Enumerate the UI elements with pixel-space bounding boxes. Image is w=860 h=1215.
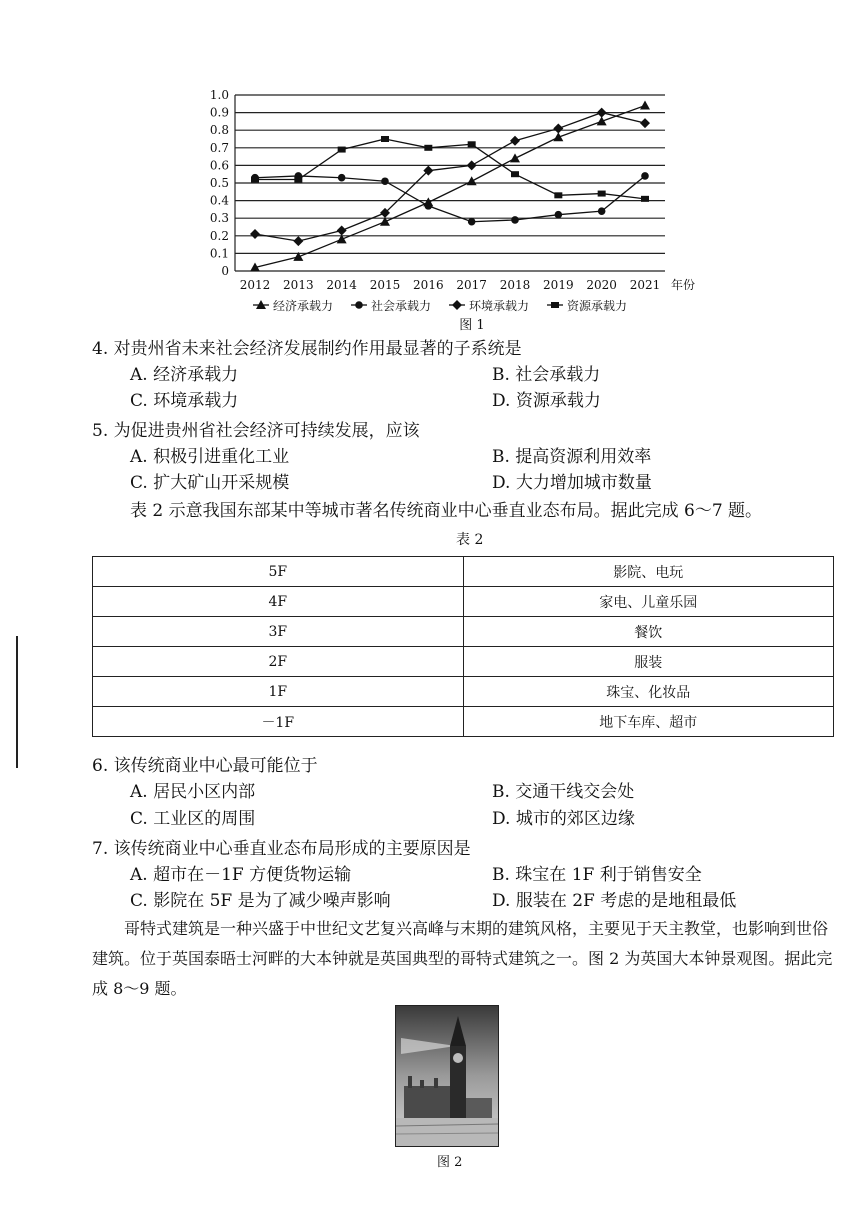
floor-cell: 4F [93, 587, 464, 617]
question-7-stem: 7. 该传统商业中心垂直业态布局形成的主要原因是 [92, 839, 471, 859]
question-5-option-c: C. 扩大矿山开采规模 [130, 473, 290, 493]
data-point-square [338, 147, 346, 153]
legend-label: 社会承载力 [371, 299, 432, 313]
data-point-circle [355, 301, 363, 309]
question-5-option-a: A. 积极引进重化工业 [130, 447, 290, 467]
intro-questions-6-7: 表 2 示意我国东部某中等城市著名传统商业中心垂直业态布局。据此完成 6～7 题。 [130, 501, 763, 521]
question-4-option-b: B. 社会承载力 [492, 365, 601, 385]
business-type-cell: 地下车库、超市 [463, 707, 834, 737]
data-point-square [554, 192, 562, 198]
data-point-square [424, 145, 432, 151]
data-point-diamond [250, 229, 260, 239]
table-row [93, 617, 834, 647]
table-row [93, 707, 834, 737]
table-2-title: 表 2 [456, 532, 484, 548]
legend-label: 经济承载力 [273, 299, 334, 313]
question-4-option-d: D. 资源承载力 [492, 391, 601, 411]
y-tick-label: 0.2 [209, 228, 229, 243]
data-point-square [251, 176, 259, 182]
question-5-stem: 5. 为促进贵州省社会经济可持续发展，应该 [92, 421, 420, 441]
y-tick-label: 0.7 [209, 140, 229, 155]
y-tick-label: 0.4 [209, 193, 229, 208]
data-point-triangle [510, 153, 520, 162]
data-point-circle [511, 216, 519, 224]
y-tick-label: 1.0 [209, 88, 229, 102]
floor-cell: 3F [93, 617, 464, 647]
business-type-cell: 服装 [463, 647, 834, 677]
data-point-diamond [553, 123, 563, 133]
business-type-cell: 家电、儿童乐园 [463, 587, 834, 617]
data-point-square [468, 141, 476, 147]
data-point-square [641, 196, 649, 202]
legend-label: 资源承载力 [567, 299, 628, 313]
data-point-square [381, 136, 389, 142]
question-6-option-b: B. 交通干线交会处 [492, 782, 635, 802]
x-tick-label: 2015 [369, 278, 401, 292]
data-point-square [511, 171, 519, 177]
data-point-circle [381, 177, 389, 185]
data-point-diamond [467, 160, 477, 170]
margin-binding-line [16, 636, 18, 768]
x-tick-label: 2020 [586, 278, 617, 292]
x-axis-suffix: 年份 [671, 278, 696, 292]
data-point-circle [598, 207, 606, 215]
question-6-option-d: D. 城市的郊区边缘 [492, 809, 635, 829]
table-row [93, 587, 834, 617]
x-tick-label: 2018 [499, 278, 531, 292]
x-tick-label: 2017 [456, 278, 487, 292]
data-point-triangle [553, 132, 563, 141]
question-6-option-c: C. 工业区的周围 [130, 809, 256, 829]
x-tick-label: 2019 [543, 278, 574, 292]
business-type-cell: 餐饮 [463, 617, 834, 647]
data-point-diamond [337, 226, 347, 236]
question-5-option-d: D. 大力增加城市数量 [492, 473, 652, 493]
table-row [93, 557, 834, 587]
y-tick-label: 0 [221, 264, 229, 278]
legend-label: 环境承载力 [469, 299, 530, 313]
intro-questions-8-9: 哥特式建筑是一种兴盛于中世纪文艺复兴高峰与末期的建筑风格，主要见于天主教堂，也影响到世俗建筑。位于英国泰晤士河畔的大本钟就是英国典型的哥特式建筑之一。图 2 为英国大本钟景观图。据此完成 8～9 题。 [92, 919, 833, 998]
question-7-option-a: A. 超市在－1F 方便货物运输 [130, 865, 352, 885]
question-6-stem: 6. 该传统商业中心最可能位于 [92, 756, 318, 776]
table-2 [92, 556, 834, 737]
x-tick-label: 2016 [413, 278, 444, 292]
data-point-circle [555, 211, 563, 219]
data-point-triangle [467, 176, 477, 185]
data-point-diamond [293, 236, 303, 246]
y-tick-label: 0.6 [209, 158, 229, 173]
question-7-option-c: C. 影院在 5F 是为了减少噪声影响 [130, 891, 391, 911]
table-row [93, 677, 834, 707]
table-row [93, 647, 834, 677]
floor-cell: 5F [93, 557, 464, 587]
data-point-triangle [597, 116, 607, 125]
floor-cell: 2F [93, 647, 464, 677]
business-type-cell: 影院、电玩 [463, 557, 834, 587]
big-ben-landscape-image [395, 1005, 499, 1147]
floor-cell: －1F [93, 707, 464, 737]
x-tick-label: 2014 [326, 278, 357, 292]
question-7-option-b: B. 珠宝在 1F 利于销售安全 [492, 865, 702, 885]
data-point-square [551, 302, 559, 308]
floor-cell: 1F [93, 677, 464, 707]
question-4-stem: 4. 对贵州省未来社会经济发展制约作用最显著的子系统是 [92, 339, 522, 359]
question-5-option-b: B. 提高资源利用效率 [492, 447, 652, 467]
data-point-diamond [597, 108, 607, 118]
question-6-option-a: A. 居民小区内部 [130, 782, 256, 802]
question-4-option-a: A. 经济承载力 [130, 365, 239, 385]
y-tick-label: 0.5 [209, 176, 229, 190]
y-tick-label: 0.3 [209, 211, 229, 226]
figure-2-caption: 图 2 [437, 1155, 463, 1170]
figure-1-caption: 图 1 [459, 318, 485, 333]
y-tick-label: 0.9 [209, 105, 229, 120]
question-4-option-c: C. 环境承载力 [130, 391, 239, 411]
data-point-triangle [640, 101, 650, 110]
data-point-circle [338, 174, 346, 182]
y-tick-label: 0.1 [209, 246, 229, 261]
business-type-cell: 珠宝、化妆品 [463, 677, 834, 707]
data-point-square [294, 176, 302, 182]
data-point-circle [468, 218, 476, 226]
x-tick-label: 2012 [239, 278, 271, 292]
data-point-square [598, 191, 606, 197]
x-tick-label: 2021 [629, 278, 661, 292]
data-point-circle [641, 172, 649, 180]
data-point-diamond [452, 300, 462, 310]
data-point-diamond [640, 118, 650, 128]
question-7-option-d: D. 服装在 2F 考虑的是地租最低 [492, 891, 737, 911]
data-point-circle [425, 202, 433, 210]
y-tick-label: 0.8 [209, 123, 229, 138]
x-tick-label: 2013 [283, 278, 314, 292]
carrying-capacity-line-chart [195, 85, 715, 340]
data-point-diamond [510, 136, 520, 146]
